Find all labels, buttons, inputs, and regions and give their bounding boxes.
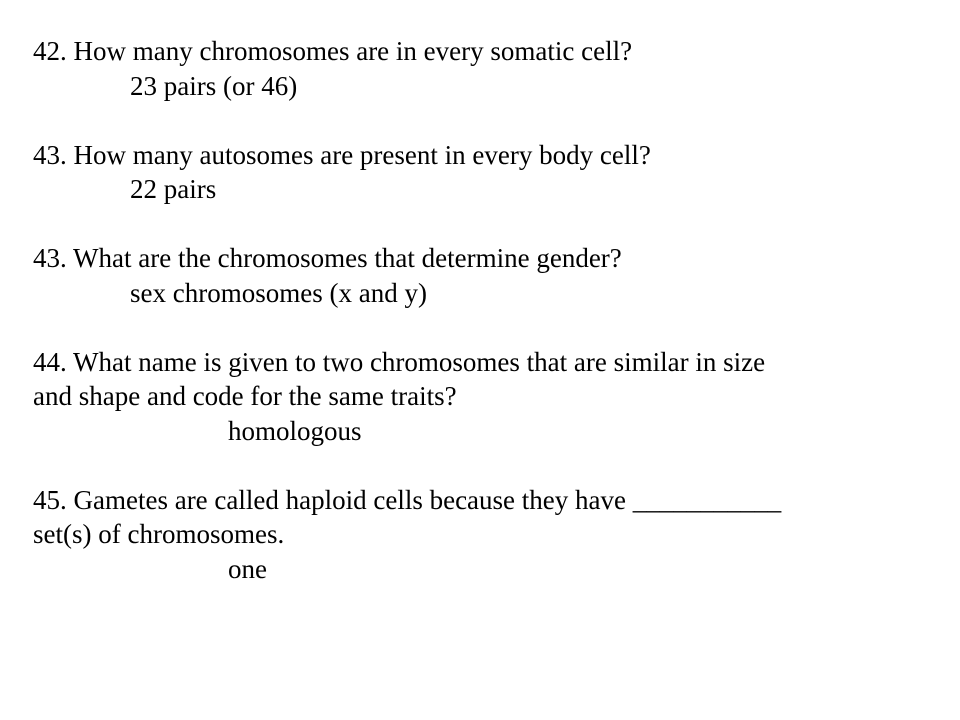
question-block — [33, 241, 933, 310]
question-text: 43. What are the chromosomes that determine gender? — [33, 243, 622, 273]
question-text: 44. What name is given to two chromosomes that are similar in size — [33, 346, 766, 377]
question-block — [33, 483, 933, 587]
answer-text: sex chromosomes (x and y) — [130, 277, 427, 308]
answer-text: one — [228, 553, 267, 584]
spacer — [33, 207, 933, 242]
question-block — [33, 34, 933, 103]
spacer — [33, 103, 933, 138]
answer-text: homologous — [228, 415, 362, 446]
spacer — [33, 448, 933, 483]
question-block — [33, 345, 933, 449]
question-text: 43. How many autosomes are present in every body cell? — [33, 139, 651, 170]
question-text-continued: and shape and code for the same traits? — [33, 381, 457, 411]
question-block — [33, 138, 933, 207]
answer-text: 22 pairs — [130, 174, 217, 204]
spacer — [33, 310, 933, 345]
question-text-continued: set(s) of chromosomes. — [33, 519, 285, 549]
quiz-slide — [33, 34, 933, 586]
question-text: 45. Gametes are called haploid cells because they have ___________ — [33, 484, 782, 515]
question-text: 42. How many chromosomes are in every somatic cell? — [33, 36, 633, 66]
answer-text: 23 pairs (or 46) — [130, 70, 298, 101]
